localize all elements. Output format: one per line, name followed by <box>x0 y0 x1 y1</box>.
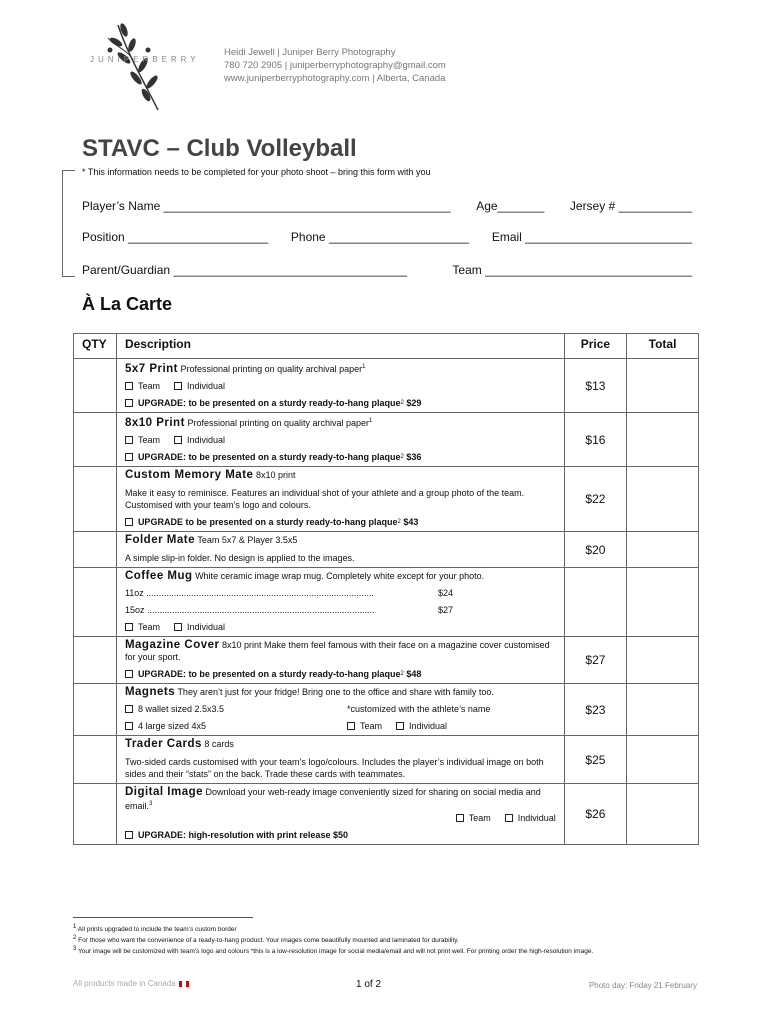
upgrade-checkbox[interactable] <box>125 518 133 526</box>
item-name: Magnets <box>124 686 176 698</box>
upgrade-label: UPGRADE: to be presented on a sturdy ready-to-hang plaque <box>137 452 401 462</box>
total-header: Total <box>627 334 699 359</box>
item-memory-mate <box>116 467 564 532</box>
team-checkbox[interactable] <box>456 814 464 822</box>
table-header-row <box>74 334 699 359</box>
footnote-ref: 2 <box>397 519 401 525</box>
total-cell[interactable] <box>627 784 699 845</box>
item-sub: Team 5x7 & Player 3.5x5 <box>197 535 298 545</box>
description-header: Description <box>116 334 564 359</box>
individual-label: Individual <box>408 721 447 731</box>
juniper-branch-icon <box>88 20 188 115</box>
price-cell: $23 <box>564 684 626 736</box>
item-magnets <box>116 684 564 736</box>
age-field[interactable]: Age_______ <box>476 199 545 213</box>
qty-cell[interactable] <box>74 736 117 784</box>
mug-price-15oz: $27 <box>437 605 453 615</box>
price-header: Price <box>564 334 626 359</box>
qty-cell[interactable] <box>74 568 117 637</box>
total-cell[interactable] <box>627 359 699 413</box>
item-sub: 8 cards <box>204 739 234 749</box>
item-sub: White ceramic image wrap mug. Completely white except for your photo. <box>195 571 485 581</box>
qty-cell[interactable] <box>74 467 117 532</box>
magnet-option-large: 4 large sized 4x5 <box>137 721 206 731</box>
upgrade-label: UPGRADE to be presented on a sturdy ready-to-hang plaque <box>137 517 398 527</box>
footnote-rule <box>73 917 253 918</box>
upgrade-checkbox[interactable] <box>125 670 133 678</box>
item-5x7 <box>116 359 564 413</box>
upgrade-price: $36 <box>406 452 422 462</box>
team-label: Team <box>359 721 382 731</box>
item-name: Custom Memory Mate <box>124 469 254 481</box>
table-row <box>74 413 699 467</box>
footnote-2: For those who want the convenience of a ready-to-hang product. Your images come beautifully mounted and laminated for durability. <box>78 937 459 945</box>
item-trader-cards <box>116 736 564 784</box>
footer-left <box>73 979 189 988</box>
footnote-ref: 2 <box>400 454 404 460</box>
qty-cell[interactable] <box>74 637 117 684</box>
section-title: À La Carte <box>82 294 173 314</box>
footnote-3: Your image will be customized with team’s logo and colours *this is a low-resolution image for social media/email and will not print well. For printing order the high-resolution image. <box>78 948 594 956</box>
footnote-1: All prints upgraded to include the team’s custom border <box>77 926 237 934</box>
total-cell[interactable] <box>627 684 699 736</box>
item-sub: They aren’t just for your fridge! Bring one to the office and share with family too. <box>177 687 494 697</box>
form-line-1 <box>82 199 692 213</box>
footnotes: $^1$ All prints upgraded to include the team’s custom border $^2$ For those who want the convenience of a ready-to-hang product. Your images come beautifully mounted and laminated for durability. $^3$ Your image will be customized with team’s logo and colours *this is a low-resolution image for social media/email and will not print well. For printing order the high-resolution image. <box>73 924 594 956</box>
team-field[interactable]: Team _______________________________ <box>452 263 692 277</box>
upgrade-checkbox[interactable] <box>125 831 133 839</box>
qty-cell[interactable] <box>74 784 117 845</box>
item-8x10 <box>116 413 564 467</box>
footnote-ref: 2 <box>400 400 404 406</box>
magnet-option-wallet: 8 wallet sized 2.5x3.5 <box>137 704 224 714</box>
item-name: Trader Cards <box>124 738 202 750</box>
page-number: 1 of 2 <box>356 979 382 990</box>
individual-label: Individual <box>186 435 225 445</box>
price-cell: $16 <box>564 413 626 467</box>
team-checkbox[interactable] <box>125 436 133 444</box>
team-checkbox[interactable] <box>125 623 133 631</box>
mug-option-11oz: 11oz ........................................................................................... <box>124 588 374 598</box>
upgrade-label: UPGRADE: to be presented on a sturdy ready-to-hang plaque <box>137 398 401 408</box>
total-cell[interactable] <box>627 736 699 784</box>
item-desc: Professional printing on quality archival paper <box>187 418 370 428</box>
form-bracket <box>62 170 75 277</box>
item-desc: A simple slip-in folder. No design is applied to the images. <box>124 553 355 563</box>
individual-label: Individual <box>186 381 225 391</box>
qty-cell[interactable] <box>74 532 117 568</box>
footnote-ref: 1 <box>369 418 373 424</box>
table-row <box>74 568 699 637</box>
jersey-field[interactable]: Jersey # ___________ <box>569 199 692 213</box>
total-cell[interactable] <box>627 568 699 637</box>
item-name: 5x7 Print <box>124 363 179 375</box>
total-cell[interactable] <box>627 467 699 532</box>
price-cell: $20 <box>564 532 626 568</box>
price-cell: $26 <box>564 784 626 845</box>
item-sub: Download your web-ready image conveniently sized for sharing on social media and email. <box>124 787 541 811</box>
item-digital-image <box>116 784 564 845</box>
individual-label: Individual <box>517 813 556 823</box>
team-checkbox[interactable] <box>125 382 133 390</box>
total-cell[interactable] <box>627 413 699 467</box>
item-desc: Professional printing on quality archival paper <box>180 364 363 374</box>
logo-text: JUNIPERBERRY <box>90 55 200 64</box>
table-row <box>74 736 699 784</box>
upgrade-label: UPGRADE: high-resolution with print release $50 <box>137 830 348 840</box>
magnet-note: *customized with the athlete’s name <box>346 704 491 714</box>
price-cell: $25 <box>564 736 626 784</box>
contact-header <box>224 46 446 85</box>
form-line-2 <box>82 230 692 244</box>
team-label: Team <box>468 813 491 823</box>
large-checkbox[interactable] <box>125 722 133 730</box>
item-desc: Two-sided cards customised with your team’s logo/colours. Includes the player’s individual image on both sides and their “stats” on the back. Trade these cards with teammates. <box>124 757 544 779</box>
price-cell: $13 <box>564 359 626 413</box>
table-row <box>74 467 699 532</box>
item-desc: Make it easy to reminisce. Features an individual shot of your athlete and a group photo of the team. Customised with your team’s logo and colours. <box>124 488 525 510</box>
price-cell: $22 <box>564 467 626 532</box>
team-label: Team <box>137 622 160 632</box>
position-field[interactable]: Position _____________________ <box>82 230 269 244</box>
individual-checkbox[interactable] <box>174 623 182 631</box>
contact-line-3: www.juniperberryphotography.com | Alberta, Canada <box>224 73 446 84</box>
total-cell[interactable] <box>627 532 699 568</box>
contact-line-2: 780 720 2905 | juniperberryphotography@gmail.com <box>224 60 446 71</box>
item-name: Folder Mate <box>124 534 195 546</box>
table-row <box>74 684 699 736</box>
upgrade-price: $48 <box>406 669 422 679</box>
team-checkbox[interactable] <box>347 722 355 730</box>
form-line-3 <box>82 263 692 277</box>
item-sub: 8x10 print Make them feel famous with their face on a magazine cover customised for your sport. <box>124 640 550 662</box>
parent-field[interactable]: Parent/Guardian ___________________________________ <box>82 263 407 277</box>
individual-checkbox[interactable] <box>505 814 513 822</box>
team-label: Team <box>137 435 160 445</box>
made-in-canada: All products made in Canada <box>73 979 176 988</box>
wallet-checkbox[interactable] <box>125 705 133 713</box>
order-table <box>73 333 699 845</box>
email-field[interactable]: Email _________________________ <box>491 230 692 244</box>
footnote-ref: 3 <box>148 801 153 807</box>
qty-cell[interactable] <box>74 359 117 413</box>
photo-day: Photo day: Friday 21 February <box>588 981 697 990</box>
qty-cell[interactable] <box>74 684 117 736</box>
table-row <box>74 784 699 845</box>
individual-checkbox[interactable] <box>396 722 404 730</box>
footnote-ref: 1 <box>362 364 366 370</box>
mug-option-15oz: 15oz ........................................................................................... <box>124 605 375 615</box>
canada-flag-icon <box>179 981 189 987</box>
upgrade-price: $43 <box>403 517 419 527</box>
player-name-field[interactable]: Player’s Name ___________________________________________ <box>82 199 451 213</box>
upgrade-label: UPGRADE: to be presented on a sturdy ready-to-hang plaque <box>137 669 401 679</box>
form-note: * This information needs to be completed for your photo shoot – bring this form with you <box>82 167 431 177</box>
upgrade-checkbox[interactable] <box>125 399 133 407</box>
total-cell[interactable] <box>627 637 699 684</box>
table-row <box>74 359 699 413</box>
item-coffee-mug <box>116 568 564 637</box>
qty-cell[interactable] <box>74 413 117 467</box>
logo <box>88 20 188 115</box>
price-cell <box>564 568 626 637</box>
item-name: Coffee Mug <box>124 570 193 582</box>
item-sub: 8x10 print <box>255 470 296 480</box>
page-title: STAVC – Club Volleyball <box>82 135 357 162</box>
table-row <box>74 532 699 568</box>
item-magazine-cover <box>116 637 564 684</box>
item-folder-mate <box>116 532 564 568</box>
individual-checkbox[interactable] <box>174 436 182 444</box>
contact-line-1: Heidi Jewell | Juniper Berry Photography <box>224 47 396 58</box>
qty-header: QTY <box>74 334 117 359</box>
price-cell: $27 <box>564 637 626 684</box>
individual-label: Individual <box>186 622 225 632</box>
item-name: 8x10 Print <box>124 417 185 429</box>
footnote-ref: 2 <box>400 671 404 677</box>
phone-field[interactable]: Phone _____________________ <box>290 230 470 244</box>
upgrade-price: $29 <box>406 398 422 408</box>
item-name: Magazine Cover <box>124 639 220 651</box>
upgrade-checkbox[interactable] <box>125 453 133 461</box>
table-row <box>74 637 699 684</box>
item-name: Digital Image <box>124 786 204 798</box>
team-label: Team <box>137 381 160 391</box>
individual-checkbox[interactable] <box>174 382 182 390</box>
mug-price-11oz: $24 <box>437 588 453 598</box>
